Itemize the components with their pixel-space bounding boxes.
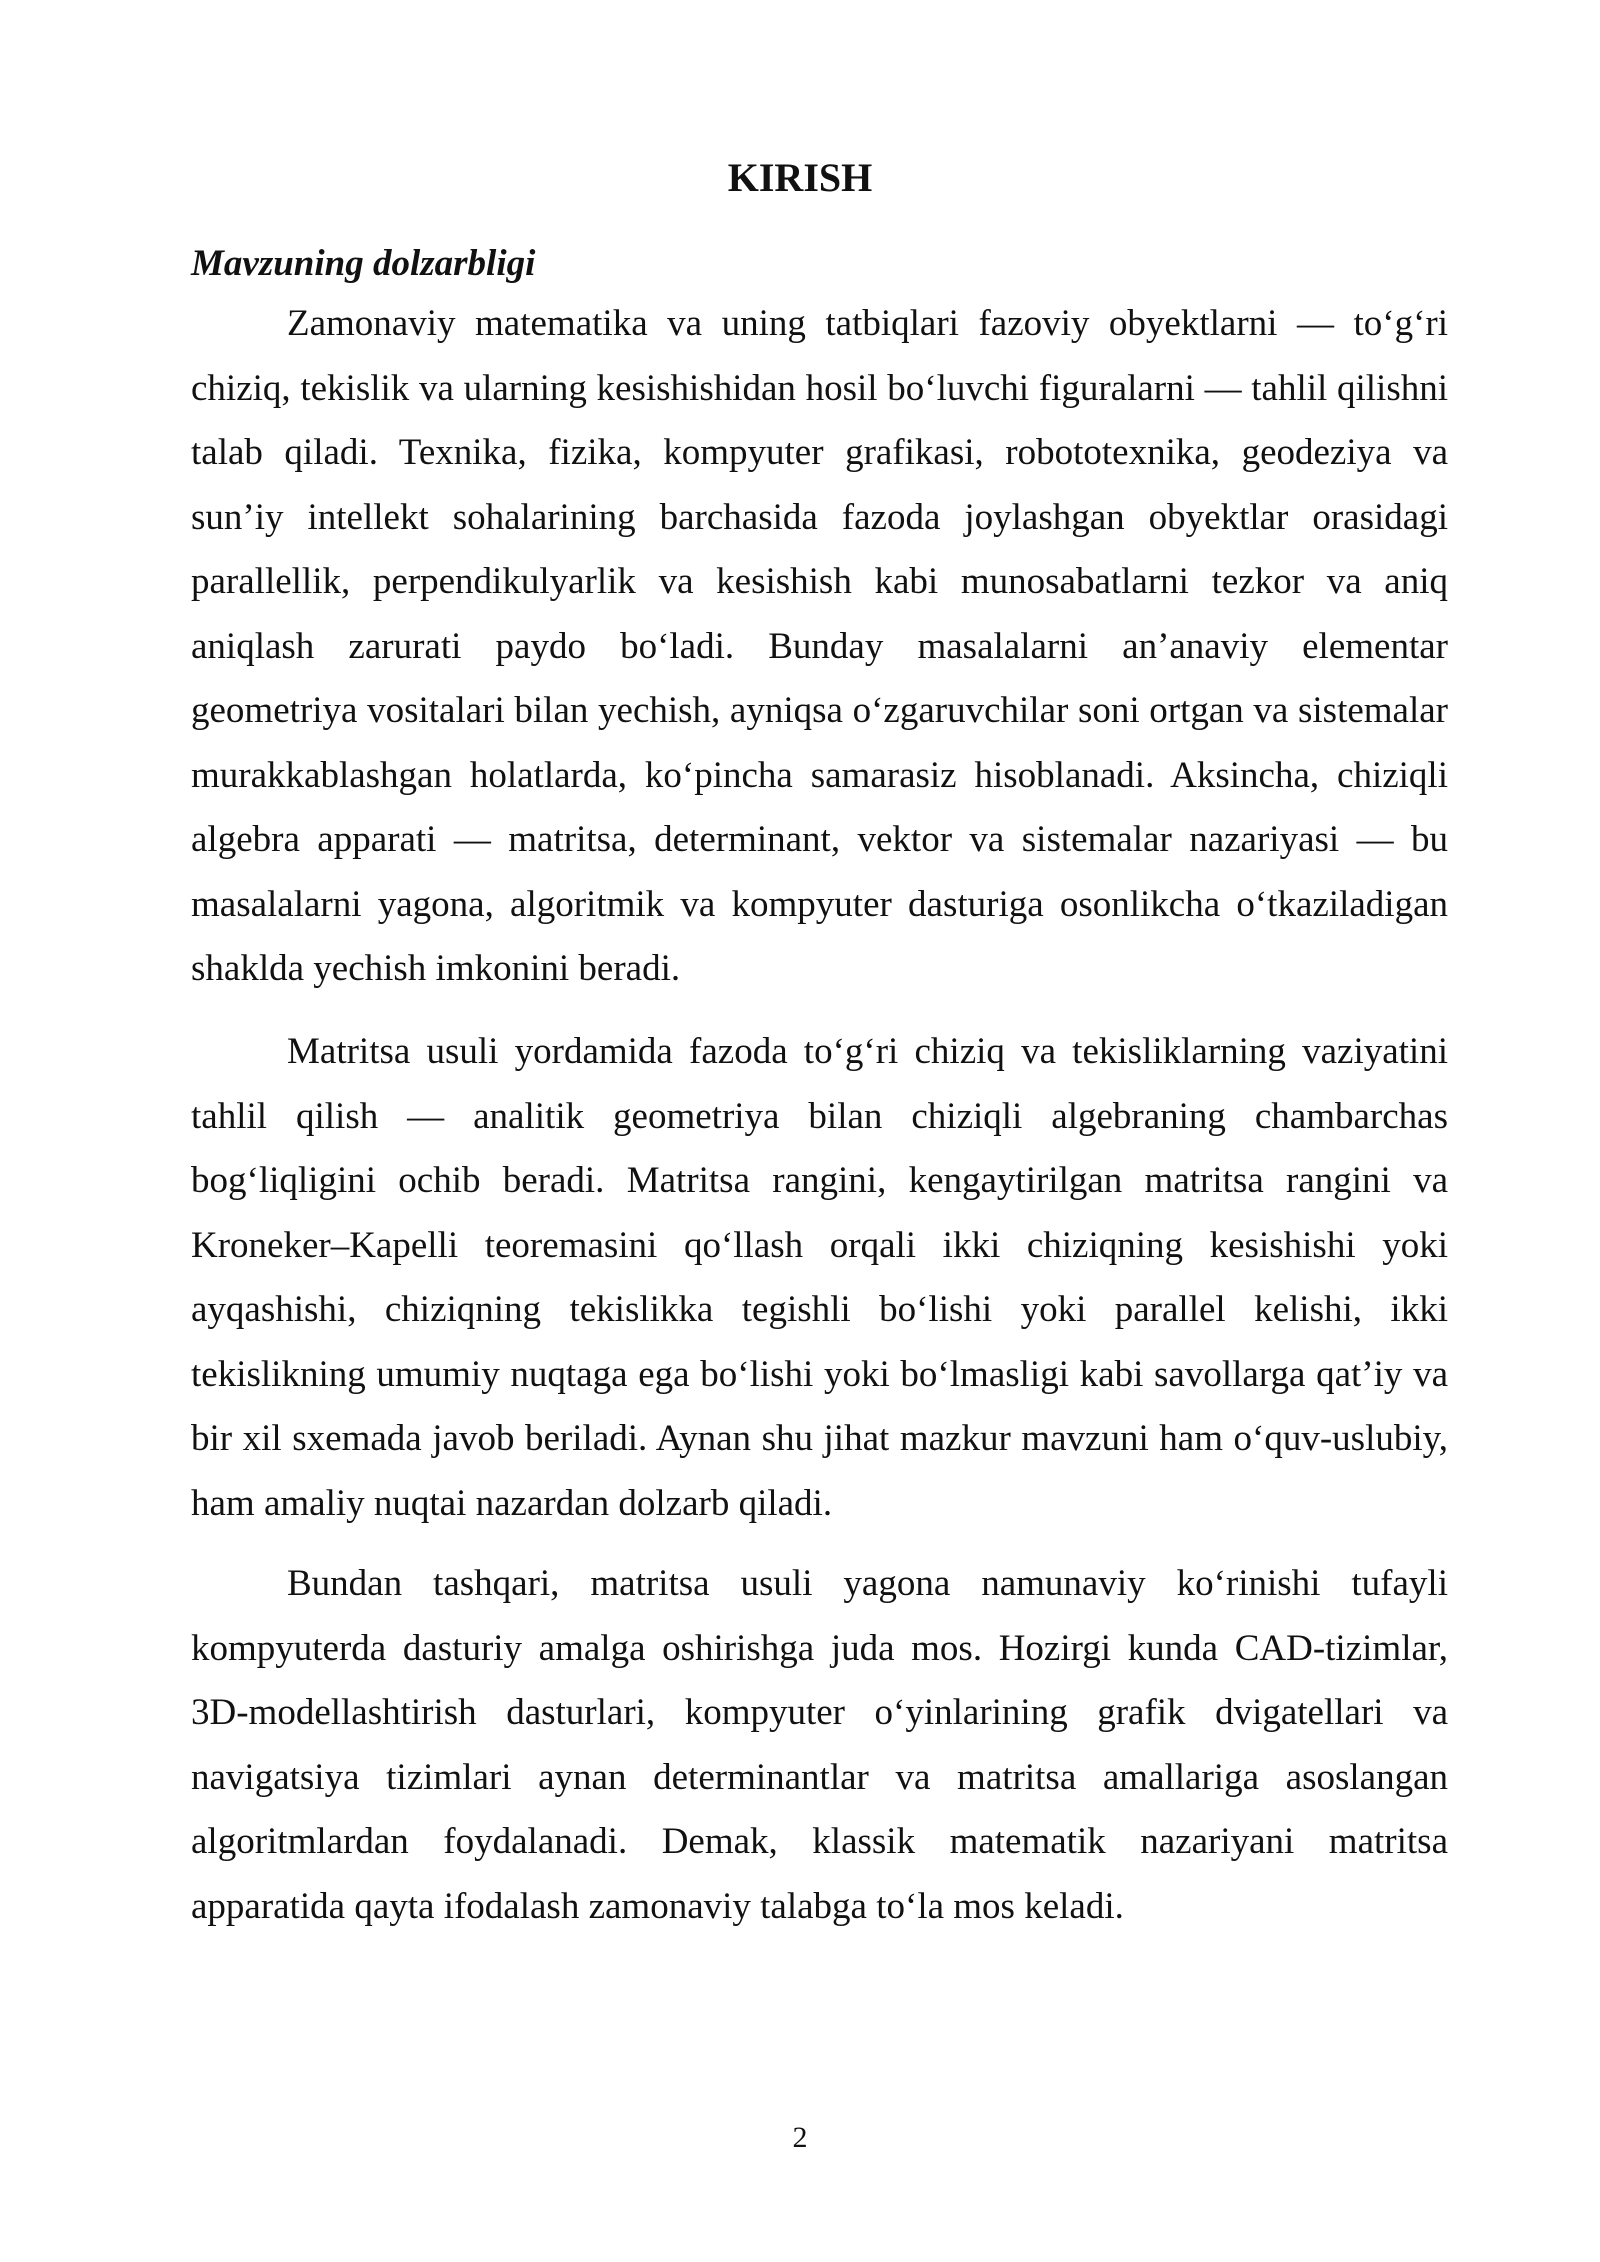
section-heading: Mavzuning dolzarbligi bbox=[191, 243, 536, 284]
page-number: 2 bbox=[792, 2121, 808, 2154]
paragraph-3: Bundan tashqari, matritsa usuli yagona namunaviy ko‘rinishi tufayli kompyuterda dasturiy amalga oshirishga juda mos. Hozirgi kunda CAD-tizimlar, 3D-modellashtirish dasturlari, kompyuter o‘yinlarining grafik dvigatellari va navigatsiya tizimlari aynan determinantlar va matritsa amallariga asoslangan algoritmlardan foydalanadi. Demak, klassik matematik nazariyani matritsa apparatida qayta ifodalash zamonaviy talabga to‘la mos keladi. bbox=[191, 1563, 1448, 1927]
paragraph-1: Zamonaviy matematika va uning tatbiqlari fazoviy obyektlarni — to‘g‘ri chiziq, tekislik va ularning kesishishidan hosil bo‘luvchi figuralarni — tahlil qilishni talab qiladi. Texnika, fizika, kompyuter grafikasi, robototexnika, geodeziya va sun’iy intellekt sohalarining barchasida fazoda joylashgan obyektlar orasidagi parallellik, perpendikulyarlik va kesishish kabi munosabatlarni tezkor va aniq aniqlash zarurati paydo bo‘ladi. Bunday masalalarni an’anaviy elementar geometriya vositalari bilan yechish, ayniqsa o‘zgaruvchilar soni ortgan va sistemalar murakkablashgan holatlarda, ko‘pincha samarasiz hisoblanadi. Aksincha, chiziqli algebra apparati — matritsa, determinant, vektor va sistemalar nazariyasi — bu masalalarni yagona, algoritmik va kompyuter dasturiga osonlikcha o‘tkaziladigan shaklda yechish imkonini beradi. bbox=[191, 303, 1448, 989]
paragraph-2: Matritsa usuli yordamida fazoda to‘g‘ri chiziq va tekisliklarning vaziyatini tahlil qilish — analitik geometriya bilan chiziqli algebraning chambarchas bog‘liqligini ochib beradi. Matritsa rangini, kengaytirilgan matritsa rangini va Kroneker–Kapelli teoremasini qo‘llash orqali ikki chiziqning kesishishi yoki ayqashishi, chiziqning tekislikka tegishli bo‘lishi yoki parallel kelishi, ikki tekislikning umumiy nuqtaga ega bo‘lishi yoki bo‘lmasligi kabi savollarga qat’iy va bir xil sxemada javob beriladi. Aynan shu jihat mazkur mavzuni ham o‘quv-uslubiy, ham amaliy nuqtai nazardan dolzarb qiladi. bbox=[191, 1031, 1448, 1524]
page-title: KIRISH bbox=[727, 155, 873, 200]
